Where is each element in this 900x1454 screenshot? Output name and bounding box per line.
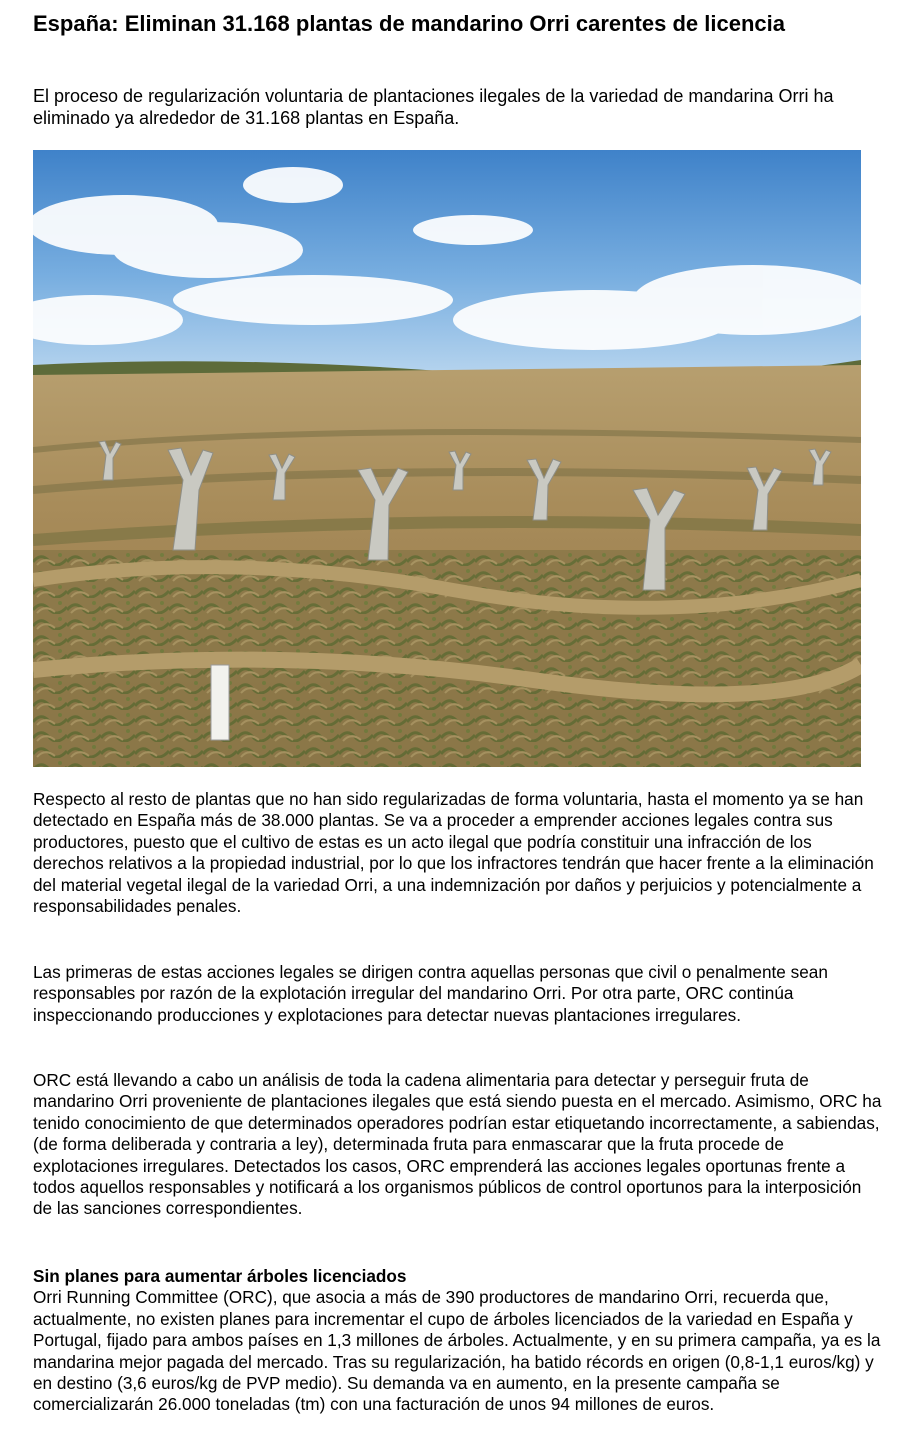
orchard-photo xyxy=(33,150,861,767)
article-paragraph: Las primeras de estas acciones legales se dirigen contra aquellas personas que civil o penalmente sean responsables por razón de la explotación irregular del mandarino Orri. Por otra parte, ORC continúa inspeccionando producciones y explotaciones para detectar nuevas plantaciones irregulares. xyxy=(33,962,828,1025)
section-body: Orri Running Committee (ORC), que asocia a más de 390 productores de mandarino Orri, recuerda que, actualmente, no existen planes para incrementar el cupo de árboles licenciados de la variedad en España y Portugal, fijado para ambos países en 1,3 millones de árboles. Actualmente, y en su primera campaña, ya es la mandarina mejor pagada del mercado. Tras su regularización, ha batido récords en origen (0,8-1,1 euros/kg) y en destino (3,6 euros/kg de PVP medio). Su demanda va en aumento, en la presente campaña se comercializarán 26.000 toneladas (tm) con una facturación de unos 94 millones de euros. xyxy=(33,1287,881,1415)
article-paragraph: ORC está llevando a cabo un análisis de toda la cadena alimentaria para detectar y perseguir fruta de mandarino Orri proveniente de plantaciones ilegales que está siendo puesta en el mercado. Asimismo, ORC ha tenido conocimiento de que determinados operadores podrían estar etiquetando incorrectamente, a sabiendas, (de forma deliberada y contraria a ley), determinada fruta para enmascarar que la fruta procede de explotaciones irregulares. Detectados los casos, ORC emprenderá las acciones legales oportunas frente a todos aquellos responsables y notificará a los organismos públicos de control oportunos para la interposición de las sanciones correspondientes. xyxy=(33,1070,882,1219)
article-paragraph: Respecto al resto de plantas que no han sido regularizadas de forma voluntaria, hasta el momento ya se han detectado en España más de 38.000 plantas. Se va a proceder a emprender acciones legales contra sus productores, puesto que el cultivo de estas es un acto ilegal que podría constituir una infracción de los derechos relativos a la propiedad industrial, por lo que los infractores tendrán que hacer frente a la eliminación del material vegetal ilegal de la variedad Orri, a una indemnización por daños y perjuicios y potencialmente a responsabilidades penales. xyxy=(33,789,874,917)
article-title: España: Eliminan 31.168 plantas de mandarino Orri carentes de licencia xyxy=(33,11,785,36)
article-lede: El proceso de regularización voluntaria de plantaciones ilegales de la variedad de mandarina Orri ha eliminado ya alrededor de 31.168 plantas en España. xyxy=(33,86,834,128)
article-section xyxy=(33,1266,885,1416)
section-heading: Sin planes para aumentar árboles licenciados xyxy=(33,1266,407,1286)
